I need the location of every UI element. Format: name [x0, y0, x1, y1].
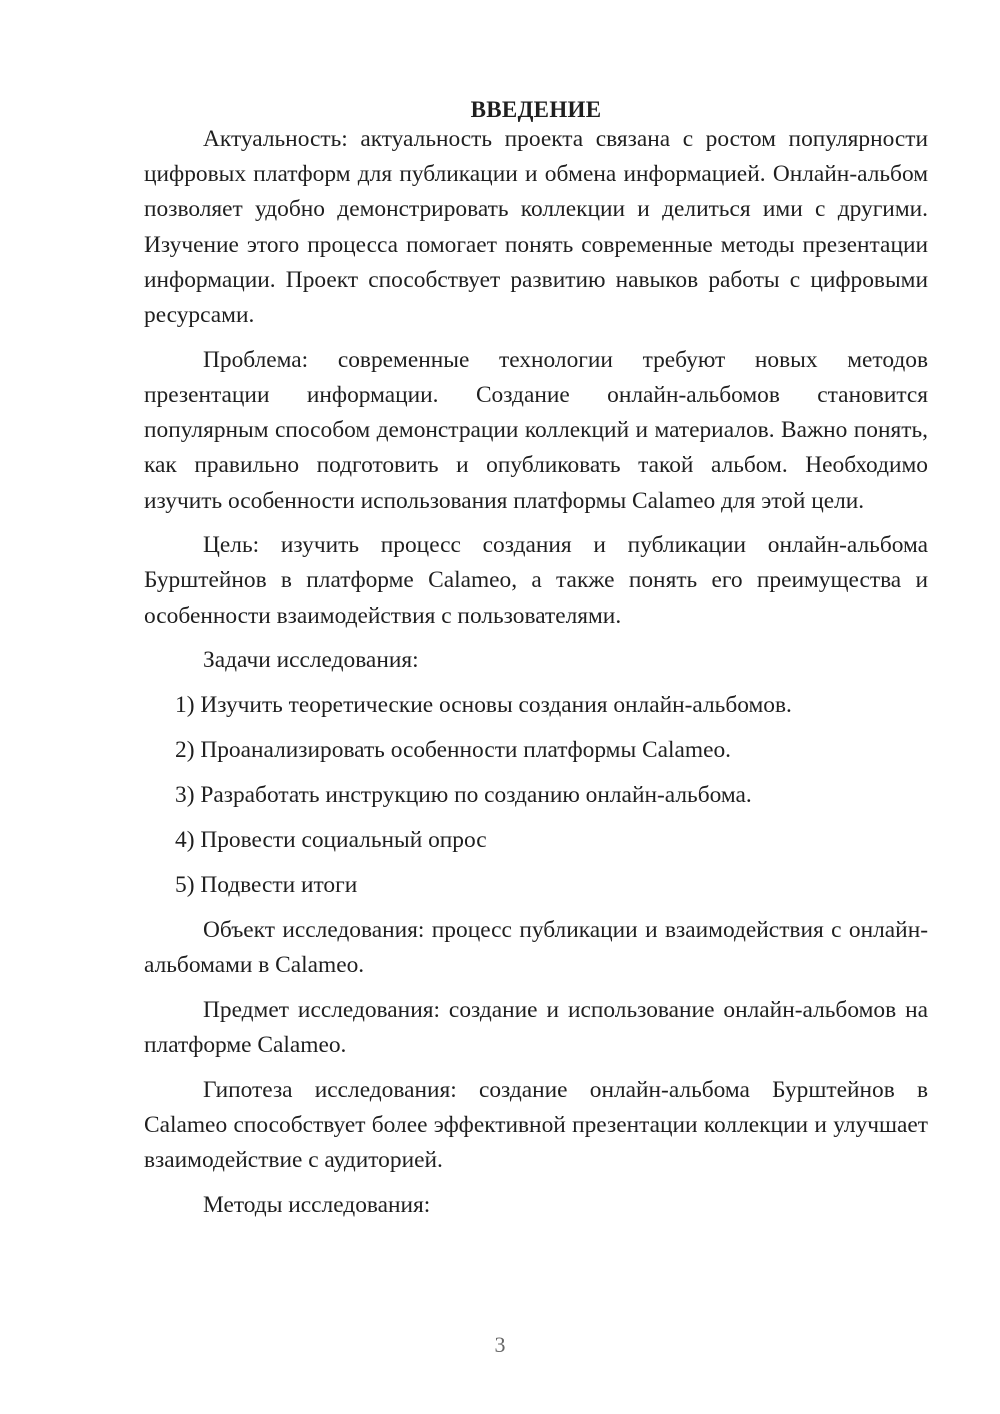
list-item: 4) Провести социальный опрос: [175, 827, 487, 854]
list-item: 5) Подвести итоги: [175, 872, 358, 899]
paragraph-problem: Проблема: современные технологии требуют новых методов презентации информации. Создание онлайн-альбомов становится популярным способом демонстрации коллекций и материалов. Важно понять, как правильно подготовить и опубликовать такой альбом. Необходимо изучить особенности использования платформы Calameo для этой цели.: [144, 346, 928, 514]
paragraph-hypothesis: Гипотеза исследования: создание онлайн-альбома Бурштейнов в Calameo способствует более эффективной презентации коллекции и улучшает взаимодействие с аудиторией.: [144, 1076, 928, 1174]
paragraph-subject: Предмет исследования: создание и использование онлайн-альбомов на платформе Calameo.: [144, 996, 928, 1059]
page-content: [144, 92, 928, 1233]
list-item: 3) Разработать инструкцию по созданию онлайн-альбома.: [175, 782, 752, 809]
page-title: ВВЕДЕНИЕ: [470, 97, 602, 122]
list-item: 1) Изучить теоретические основы создания онлайн-альбомов.: [175, 692, 792, 719]
paragraph-object: Объект исследования: процесс публикации и взаимодействия с онлайн-альбомами в Calameo.: [144, 917, 928, 979]
list-item: 2) Проанализировать особенности платформы Calameo.: [175, 737, 732, 764]
paragraph-tasks-heading: Задачи исследования:: [203, 647, 419, 674]
paragraph-goal: Цель: изучить процесс создания и публикации онлайн-альбома Бурштейнов в платформе Calameo, а также понять его преимущества и особенности взаимодействия с пользователями.: [144, 532, 928, 629]
page-number: 3: [494, 1332, 506, 1357]
paragraph-relevance: Актуальность: актуальность проекта связана с ростом популярности цифровых платформ для публикации и обмена информацией. Онлайн-альбом позволяет удобно демонстрировать коллекции и делиться ими с другими. Изучение этого процесса помогает понять современные методы презентации информации. Проект способствует развитию навыков работы с цифровыми ресурсами.: [144, 126, 928, 329]
tasks-list: [144, 688, 928, 903]
paragraph-methods-heading: Методы исследования:: [203, 1191, 431, 1218]
